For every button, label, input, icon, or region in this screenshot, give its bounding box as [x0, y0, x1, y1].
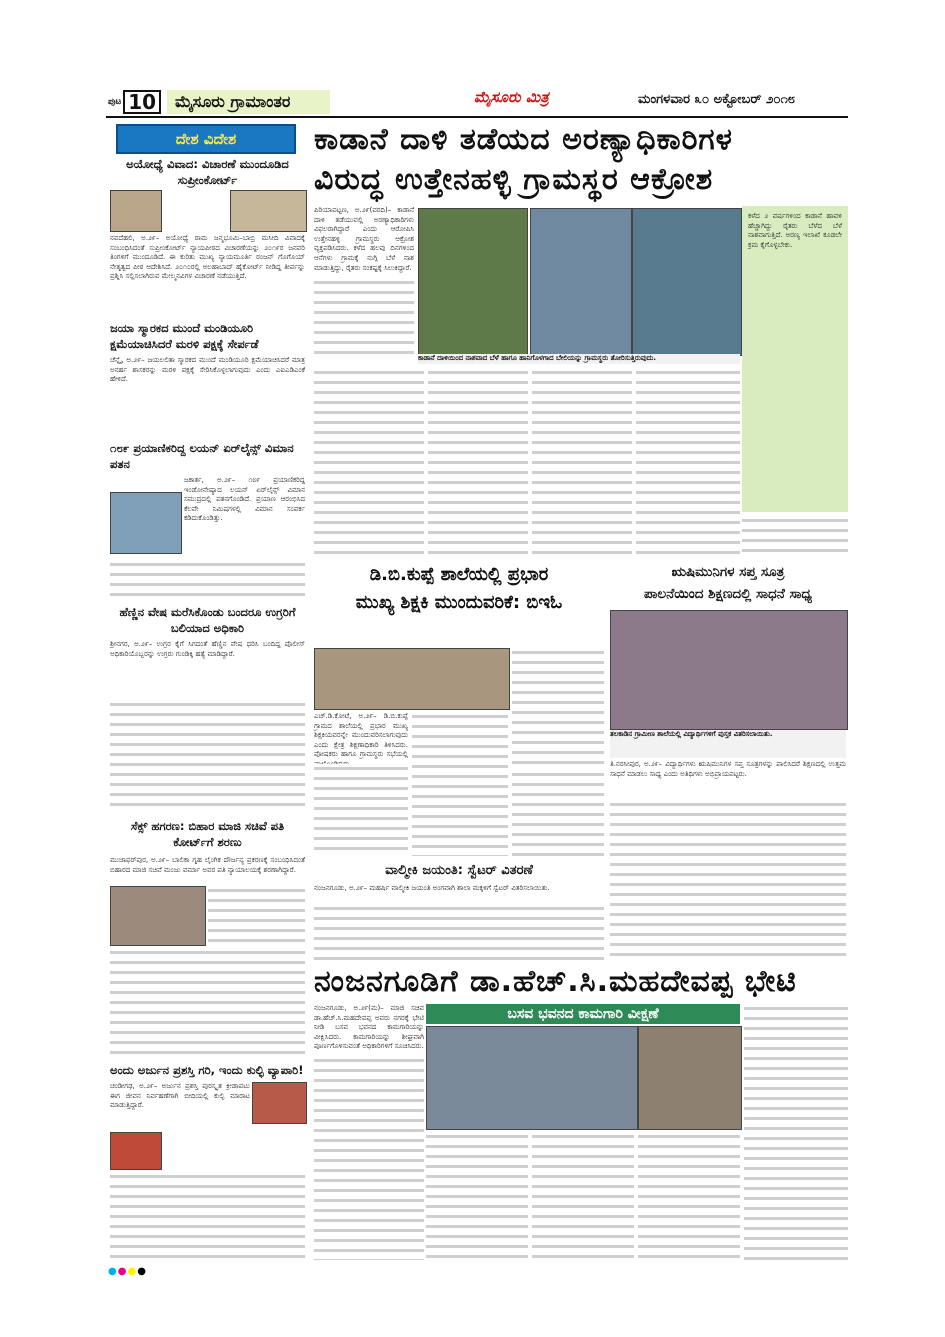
- school-story-body: ಎಚ್.ಡಿ.ಕೋಟೆ, ಅ.೨೯– ಡಿ.ಬಿ.ಕುಪ್ಪೆ ಗ್ರಾಮದ ಶಾಲೆಯಲ್ಲಿ ಪ್ರಭಾರ ಮುಖ್ಯ ಶಿಕ್ಷಕಿಯವರನ್ನೇ ಮುಂದುವರಿಸಲಾಗುವುದು ಎಂದು ಕ್ಷೇತ್ರ ಶಿಕ್ಷಣಾಧಿಕಾರಿ ತಿಳಿಸಿದರು. ಪೋಷಕರು ಹಾಗೂ ಗ್ರಾಮಸ್ಥರು ಸಭೆಯಲ್ಲಿ: [314, 712, 408, 759]
- main-story-col5: [636, 368, 740, 554]
- students-photo: [610, 610, 848, 730]
- story5-body-continued: [110, 948, 305, 1058]
- story6-headline: ಅಂದು ಅರ್ಜುನ ಪ್ರಶಸ್ತಿ ಗರಿ, ಇಂದು ಕುಲ್ಫಿ ವ್ಯಾಪಾರಿ!: [110, 1063, 304, 1077]
- story4-body-continued: [110, 700, 305, 810]
- story3-body: ಜಕಾರ್ತ, ಅ.೨೯– ೧೮೯ ಪ್ರಯಾಣಿಕರಿದ್ದ ಇಂಡೋನೇಷ್ಯಾದ ಲಯನ್ ಏರ್‌ಲೈನ್ಸ್ ವಿಮಾನ ಸಮುದ್ರದಲ್ಲಿ ಪತನಗೊಂಡಿದೆ. ಪ್ರಯಾಣ ಆರಂಭಿಸಿದ ಕೆಲವೇ ನಿಮಿಷಗಳಲ್ಲಿ ವಿಮಾನ ಸಂಪರ್ಕ ಕಡಿದುಕೊಂಡಿತ್ತು.: [184, 476, 305, 523]
- nanjangud-col3: [532, 1132, 634, 1260]
- school-story-col1: [314, 764, 408, 856]
- kulfi-cart-photo: [110, 1132, 162, 1170]
- kulfi-vendor-photo: [252, 1082, 307, 1124]
- page-number: 10: [123, 90, 161, 114]
- story6-body: ಚಂಡೀಗಢ, ಅ.೨೯– ಅರ್ಜುನ ಪ್ರಶಸ್ತಿ ಪುರಸ್ಕೃತ ಕ್ರೀಡಾಪಟು ಈಗ ಜೀವನ ನಿರ್ವಹಣೆಗಾಗಿ ಬೀದಿಯಲ್ಲಿ ಕುಲ್ಫಿ ಮಾರಾಟ ಮಾಡುತ್ತಿದ್ದಾರೆ.: [110, 1082, 250, 1110]
- story5-headline: ಸೆಕ್ಸ್ ಹಗರಣ: ಬಿಹಾರ ಮಾಜಿ ಸಚಿವೆ ಪತಿ ಕೋರ್ಟ್‌ಗೆ ಶರಣು: [130, 819, 285, 849]
- temple-photo: [110, 190, 162, 232]
- story2-headline: ಜಯಾ ಸ್ಮಾರಕದ ಮುಂದೆ ಮಂಡಿಯೂರಿ ಕ್ಷಮೆಯಾಚಿಸಿದರೆ ಮರಳಿ ಪಕ್ಷಕ್ಕೆ ಸೇರ್ಪಡೆ: [110, 321, 259, 351]
- main-story-col1: [314, 278, 414, 360]
- main-story-col4: [532, 368, 632, 554]
- main-headline-line2: ವಿರುದ್ಧ ಉತ್ತೇನಹಳ್ಳಿ ಗ್ರಾಮಸ್ಥರ ಆಕ್ರೋಶ: [314, 162, 714, 197]
- color-registration-dots: ●●●●: [108, 1266, 147, 1277]
- story1-headline: ಅಯೋಧ್ಯೆ ವಿವಾದ: ವಿಚಾರಣೆ ಮುಂದೂಡಿದ ಸುಪ್ರೀಂಕೋರ್ಟ್: [126, 157, 289, 187]
- villager-photo: [632, 208, 742, 356]
- story3-body-continued: [110, 560, 305, 600]
- story5-body-side: [208, 886, 305, 944]
- nanjangud-headline: ನಂಜನಗೂಡಿಗೆ ಡಾ.ಹೆಚ್.ಸಿ.ಮಹದೇವಪ್ಪ ಭೇಟಿ: [314, 964, 797, 999]
- valmiki-body-continued: [314, 904, 604, 960]
- section-title: ಮೈಸೂರು ಗ್ರಾಮಾಂತರ: [167, 90, 330, 114]
- school-story-col3: [512, 770, 604, 856]
- masthead: ಮೈಸೂರು ಮಿತ್ರ: [474, 88, 549, 106]
- rishi-headline-line1: ಋಷಿಮುನಿಗಳ ಸಪ್ತ ಸೂತ್ರ: [671, 564, 785, 580]
- main-photo-caption: ಕಾಡಾನೆ ದಾಳಿಯಿಂದ ನಾಶವಾದ ಬೆಳೆ ಹಾಗೂ ಹಾನಿಗೊಳಗಾದ ಬೇಲಿಯನ್ನು ಗ್ರಾಮಸ್ಥರು ತೋರಿಸುತ್ತಿರುವುದು.: [418, 354, 740, 364]
- desha-videsha-banner: ದೇಶ ವಿದೇಶ: [116, 124, 296, 154]
- main-story-lead: ಪಿರಿಯಾಪಟ್ಟಣ, ಅ.೨೯(ವರದಿ)– ಕಾಡಾನೆ ದಾಳಿ ತಡೆಯುವಲ್ಲಿ ಅರಣ್ಯಾಧಿಕಾರಿಗಳು ವಿಫಲರಾಗಿದ್ದಾರೆ ಎಂದು ಆರೋಪಿಸಿ ಉತ್ತೇನಹಳ್ಳಿ ಗ್ರಾಮಸ್ಥರು ಆಕ್ರೋಶ ವ್ಯಕ್ತಪಡಿಸಿದರು. ಕಳೆದ ಹಲವು ದಿನಗಳಿಂದ ಆನೆಗಳು ಗ್ರಾಮಕ್ಕೆ ನುಗ್ಗಿ ಬೆಳೆ ನಾಶ ಮಾಡುತ್ತಿದ್ದು, ರೈತರು ಸಂಕಷ್ಟಕ್ಕೆ ಸಿಲುಕಿದ್ದಾರೆ.: [314, 206, 414, 272]
- story4-body: ಶ್ರೀನಗರ, ಅ.೨೯– ಉಗ್ರರ ಕೈಗೆ ಸಿಗದಂತೆ ಹೆಣ್ಣಿನ ವೇಷ ಧರಿಸಿ ಬಂದಿದ್ದ ಪೊಲೀಸ್ ಅಧಿಕಾರಿಯೊಬ್ಬರನ್ನು ಉಗ್ರರು ಗುಂಡಿಕ್ಕಿ ಹತ್ಯೆ ಮಾಡಿದ್ದಾರೆ.: [110, 640, 305, 658]
- nanjangud-col2: [426, 1132, 528, 1260]
- rishi-headline-line2: ಪಾಲನೆಯಿಂದ ಶಿಕ್ಷಣದಲ್ಲಿ ಸಾಧನೆ ಸಾಧ್ಯ: [644, 586, 812, 602]
- header-rule: [106, 116, 848, 118]
- rishi-photo-caption: ತಲಕಾಡಿನ ಗ್ರಾಮೀಣ ಶಾಲೆಯಲ್ಲಿ ವಿದ್ಯಾರ್ಥಿಗಳಿಗೆ ಪುಸ್ತಕ ವಿತರಿಸಲಾಯಿತು.: [610, 730, 846, 758]
- school-headline-line2: ಮುಖ್ಯ ಶಿಕ್ಷಕಿ ಮುಂದುವರಿಕೆ: ಬಿಇಓ: [355, 592, 563, 613]
- inspection-photo-2: [638, 1026, 742, 1130]
- rishi-story-body: ತಿ.ನರಸೀಪುರ, ಅ.೨೯– ವಿದ್ಯಾರ್ಥಿಗಳು ಋಷಿಮುನಿಗಳ ಸಪ್ತ ಸೂತ್ರಗಳನ್ನು ಪಾಲಿಸಿದರೆ ಶಿಕ್ಷಣದಲ್ಲಿ ಉತ್ತಮ ಸಾಧನೆ ಮಾಡಲು ಸಾಧ್ಯ ಎಂದು ಅತಿಥಿಗಳು ಅಭಿಪ್ರಾಯಪಟ್ಟರು.: [610, 760, 846, 778]
- water-fence-photo: [530, 208, 632, 356]
- minister-photo: [110, 886, 206, 946]
- story2-body: ಚೆನ್ನೈ, ಅ.೨೯– ಜಯಲಲಿತಾ ಸ್ಮಾರಕದ ಮುಂದೆ ಮಂಡಿಯೂರಿ ಕ್ಷಮೆಯಾಚಿಸಿದರೆ ಮಾತ್ರ ಅನರ್ಹ ಶಾಸಕರನ್ನು ಮರಳಿ ಪಕ್ಷಕ್ಕೆ ಸೇರಿಸಿಕೊಳ್ಳಲಾಗುವುದು ಎಂದು ಎಐಎಡಿಎಂಕೆ ಹೇಳಿದೆ.: [110, 356, 305, 384]
- nanjangud-body: ನಂಜನಗೂಡು, ಅ.೨೯(ಮ)– ಮಾಜಿ ಸಚಿವ ಡಾ.ಹೆಚ್.ಸಿ.ಮಹದೇವಪ್ಪ ಅವರು ನಗರಕ್ಕೆ ಭೇಟಿ ನೀಡಿ ಬಸವ ಭವನದ ಕಾಮಗಾರಿಯನ್ನು ವೀಕ್ಷಿಸಿದರು. ಕಾಮಗಾರಿಯನ್ನು ಶೀಘ್ರವಾಗಿ ಪೂರ್ಣಗೊಳಿಸುವಂತೆ ಅಧಿಕಾರಿಗಳಿಗೆ ಸೂಚಿಸಿದರು.: [314, 1004, 424, 1051]
- court-photo: [230, 190, 307, 232]
- valmiki-headline: ವಾಲ್ಮೀಕಿ ಜಯಂತಿ: ಸ್ವೆಟರ್ ವಿತರಣೆ: [385, 863, 533, 878]
- school-story-col2: [412, 712, 508, 856]
- basava-bhavana-banner: ಬಸವ ಭವನದ ಕಾಮಗಾರಿ ವೀಕ್ಷಣೆ: [426, 1004, 740, 1024]
- dateline: ಮಂಗಳವಾರ ೩೦ ಅಕ್ಟೋಬರ್ ೨೦೧೮: [638, 92, 796, 107]
- inspection-photo-1: [426, 1026, 638, 1130]
- school-story-side: [512, 648, 604, 768]
- main-story-col2: [314, 368, 424, 554]
- quote-text: ಕಳೆದ ೨ ವರ್ಷಗಳಿಂದ ಕಾಡಾನೆ ಹಾವಳಿ ಹೆಚ್ಚಾಗಿದ್ದು ರೈತರು ಬೆಳೆದ ಬೆಳೆ ನಾಶವಾಗುತ್ತಿದೆ. ಅರಣ್ಯ ಇಲಾಖೆ ಕೂಡಲೇ ಕ್ರಮ ಕೈಗೊಳ್ಳಬೇಕು.: [748, 212, 842, 249]
- story4-headline: ಹೆಣ್ಣಿನ ವೇಷ ಮರೆಸಿಕೊಂಡು ಬಂದರೂ ಉಗ್ರರಿಗೆ ಬಲಿಯಾದ ಅಧಿಕಾರಿ: [119, 605, 296, 635]
- story3-headline: ೧೮೯ ಪ್ರಯಾಣಿಕರಿದ್ದ ಲಯನ್ ಏರ್‌ಲೈನ್ಸ್ ವಿಮಾನ ಪತನ: [110, 441, 294, 471]
- page-header-left: [108, 90, 330, 114]
- quote-box: [742, 206, 848, 512]
- main-story-col6: [742, 516, 848, 554]
- story6-body-continued: [110, 1172, 305, 1260]
- main-headline-line1: ಕಾಡಾನೆ ದಾಳಿ ತಡೆಯದ ಅರಣ್ಯಾಧಿಕಾರಿಗಳ: [314, 122, 733, 157]
- valmiki-body: ನಂಜನಗೂಡು, ಅ.೨೯– ಮಹರ್ಷಿ ವಾಲ್ಮೀಕಿ ಜಯಂತಿ ಅಂಗವಾಗಿ ಶಾಲಾ ಮಕ್ಕಳಿಗೆ ಸ್ವೆಟರ್ ವಿತರಿಸಲಾಯಿತು.: [314, 884, 550, 892]
- page-label: ಪುಟ: [108, 97, 122, 107]
- nanjangud-col4: [638, 1132, 740, 1260]
- nanjangud-col-right: [744, 1004, 848, 1260]
- story1-body: ನವದೆಹಲಿ, ಅ.೨೯– ಅಯೋಧ್ಯೆ ರಾಮ ಜನ್ಮಭೂಮಿ–ಬಾಬ್ರಿ ಮಸೀದಿ ವಿವಾದಕ್ಕೆ ಸಂಬಂಧಿಸಿದಂತೆ ಸುಪ್ರೀಂಕೋರ್ಟ್ ನ್ಯಾಯಪೀಠದ ವಿಚಾರಣೆಯನ್ನು ೨೦೧೯ರ ಜನವರಿ ತಿಂಗಳಿಗೆ ಮುಂದೂಡಿದೆ. ಈ ಕುರಿತು ಮುಖ್ಯ ನ್ಯಾಯಮೂರ್ತಿ ರಂಜನ್ ಗೊಗೊಯ್ ನೇತೃತ್ವದ ಪೀಠ ಆದೇಶಿಸಿದೆ. ೨೦೧೦ರಲ್ಲಿ ಅಲಹಾಬಾದ್ ಹೈಕೋರ್ಟ್ ನೀಡಿದ್ದ ತೀರ್ಪನ್ನು ಪ್ರಶ್ನಿಸಿ ಸಲ್ಲಿಸಲಾಗಿರುವ ಮೇಲ್ಮನವಿಗಳ ವಿಚಾರಣೆ ನಡೆಯುತ್ತಿದೆ.: [110, 234, 305, 281]
- airplane-photo: [110, 492, 182, 554]
- school-meeting-photo: [314, 648, 510, 710]
- school-headline-line1: ಡಿ.ಬಿ.ಕುಪ್ಪೆ ಶಾಲೆಯಲ್ಲಿ ಪ್ರಭಾರ: [369, 564, 549, 585]
- crop-field-photo: [418, 208, 528, 356]
- main-story-col3: [428, 368, 528, 554]
- rishi-story-continued: [610, 800, 846, 960]
- nanjangud-col1: [314, 1056, 424, 1260]
- story5-body: ಮುಜಾಫರ್‌ಪುರ, ಅ.೨೯– ಬಾಲಿಕಾ ಗೃಹ ಲೈಂಗಿಕ ದೌರ್ಜನ್ಯ ಪ್ರಕರಣಕ್ಕೆ ಸಂಬಂಧಿಸಿದಂತೆ ಬಿಹಾರದ ಮಾಜಿ ಸಚಿವೆ ಮಂಜು ವರ್ಮಾ ಅವರ ಪತಿ ನ್ಯಾಯಾಲಯಕ್ಕೆ ಶರಣಾಗಿದ್ದಾರೆ.: [110, 856, 305, 874]
